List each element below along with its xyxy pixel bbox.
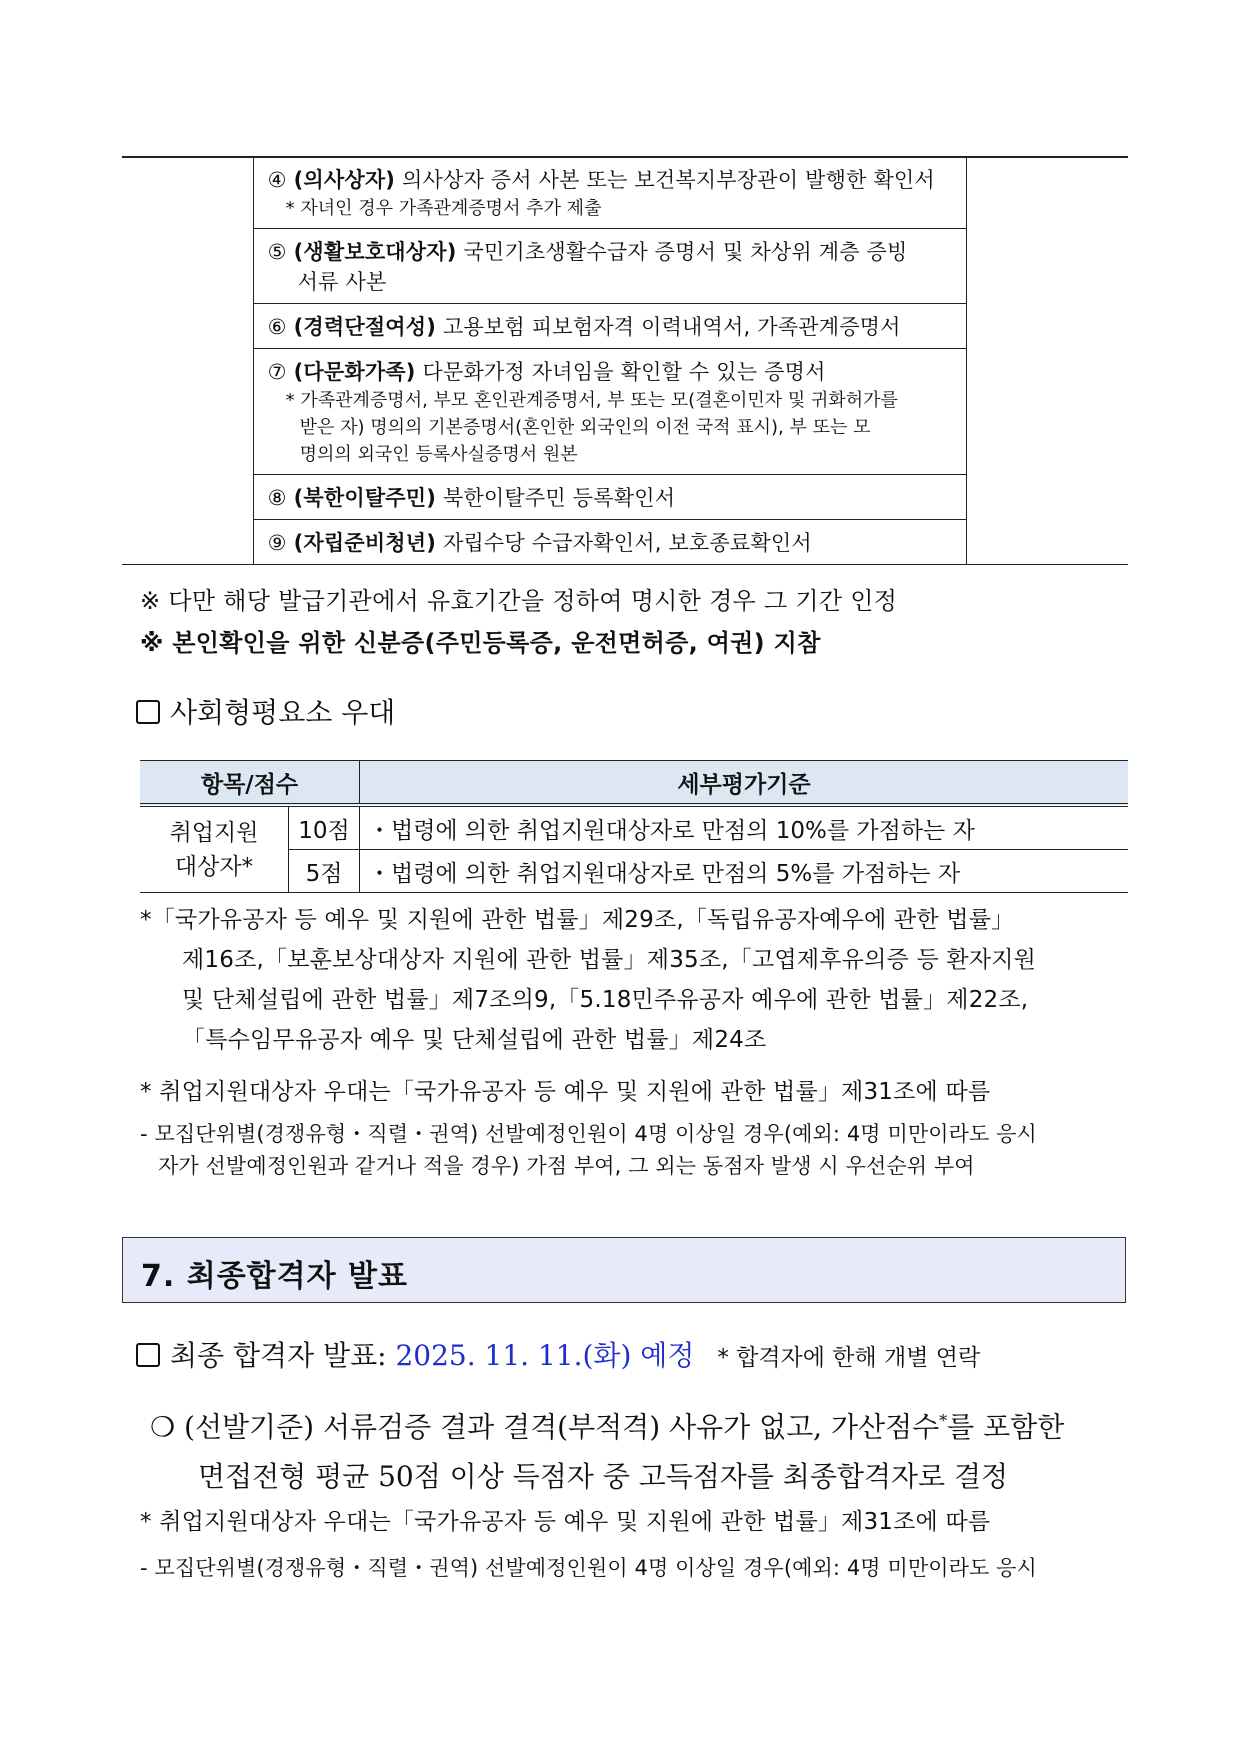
- validity-note: ※ 다만 해당 발급기관에서 유효기간을 정하여 명시한 경우 그 기간 인정: [140, 587, 898, 615]
- points-cell: 5점: [289, 850, 360, 893]
- table-header-criteria: 세부평가기준: [360, 761, 1129, 806]
- section-7-banner: [122, 1237, 1126, 1303]
- checkbox-square-icon: [136, 1343, 160, 1367]
- checkbox-square-icon: [136, 700, 160, 724]
- circle-bullet-icon: ❍: [150, 1410, 176, 1444]
- preference-footnote: * 취업지원대상자 우대는「국가유공자 등 예우 및 지원에 관한 법률」제31조에 따름: [140, 1079, 991, 1105]
- section7-preference-footnote: * 취업지원대상자 우대는「국가유공자 등 예우 및 지원에 관한 법률」제31조에 따름: [140, 1509, 991, 1535]
- points-cell: 10점: [289, 805, 360, 850]
- doc-note: * 자녀인 경우 가족관계증명서 추가 제출: [285, 198, 602, 219]
- criteria-cell: ・법령에 의한 취업지원대상자로 만점의 10%를 가점하는 자: [360, 805, 1129, 850]
- doc-row-5: ⑤ (생활보호대상자) 국민기초생활수급자 증명서 및 차상위 계층 증빙 서류 사본: [122, 229, 1128, 304]
- doc-row-6: ⑥ (경력단절여성) 고용보험 피보험자격 이력내역서, 가족관계증명서: [122, 304, 1128, 349]
- bonus-rule-text: - 모집단위별(경쟁유형・직렬・권역) 선발예정인원이 4명 이상일 경우(예외: 4명 미만이라도 응시 자가 선발예정인원과 같거나 적을 경우) 가점 부여, 그 외는 동점자 발생 시 우선순위 부여: [140, 1122, 1037, 1178]
- doc-row-9: ⑨ (자립준비청년) 자립수당 수급자확인서, 보호종료확인서: [122, 520, 1128, 565]
- section-7-title: 7. 최종합격자 발표: [141, 1259, 409, 1294]
- section7-bonus-rule: - 모집단위별(경쟁유형・직렬・권역) 선발예정인원이 4명 이상일 경우(예외: 4명 미만이라도 응시: [140, 1556, 1037, 1580]
- social-section-heading: 사회형평요소 우대: [136, 696, 395, 730]
- table-header-category: 항목/점수: [140, 761, 360, 806]
- doc-row-7: ⑦ (다문화가족) 다문화가정 자녀임을 확인할 수 있는 증명서 * 가족관계증명서, 부모 혼인관계증명서, 부 또는 모(결혼이민자 및 귀화허가를 받은 자) 명의의 기본증명서(혼인한 외국인의 이전 국적 표시), 부 또는 모 명의의 외국인 등록사실증명서 원본: [122, 349, 1128, 475]
- doc-row-8: ⑧ (북한이탈주민) 북한이탈주민 등록확인서: [122, 475, 1128, 520]
- id-card-note: ※ 본인확인을 위한 신분증(주민등록증, 운전면허증, 여권) 지참: [140, 629, 821, 657]
- announce-date: 2025. 11. 11.(화) 예정: [395, 1339, 695, 1372]
- criteria-cell: ・법령에 의한 취업지원대상자로 만점의 5%를 가점하는 자: [360, 850, 1129, 893]
- table-row: [140, 850, 1128, 893]
- category-cell: 취업지원 대상자*: [140, 805, 289, 893]
- law-footnote: *「국가유공자 등 예우 및 지원에 관한 법률」제29조,「독립유공자예우에 관한 법률」 제16조,「보훈보상대상자 지원에 관한 법률」제35조,「고엽제후유의증 등 환자지원 및 단체설립에 관한 법률」제7조의9,「5.18민주유공자 예우에 관한 법률」제22조, 「특수임무유공자 예우 및 단체설립에 관한 법률」제24조: [140, 907, 1037, 1053]
- selection-criteria: ❍ (선발기준) 서류검증 결과 결격(부적격) 사유가 없고, 가산점수*를 포함한 면접전형 평균 50점 이상 득점자 중 고득점자를 최종합격자로 결정: [150, 1410, 1065, 1494]
- doc-row-4: ④ (의사상자) 의사상자 증서 사본 또는 보건복지부장관이 발행한 확인서 * 자녀인 경우 가족관계증명서 추가 제출: [122, 157, 1128, 229]
- announce-note: * 합격자에 한해 개별 연락: [717, 1345, 981, 1371]
- social-score-table: [140, 760, 1128, 893]
- document-list-table: [122, 157, 1128, 565]
- table-row: [140, 805, 1128, 850]
- announce-line: 최종 합격자 발표: 2025. 11. 11.(화) 예정 * 합격자에 한해 개별 연락: [136, 1334, 980, 1374]
